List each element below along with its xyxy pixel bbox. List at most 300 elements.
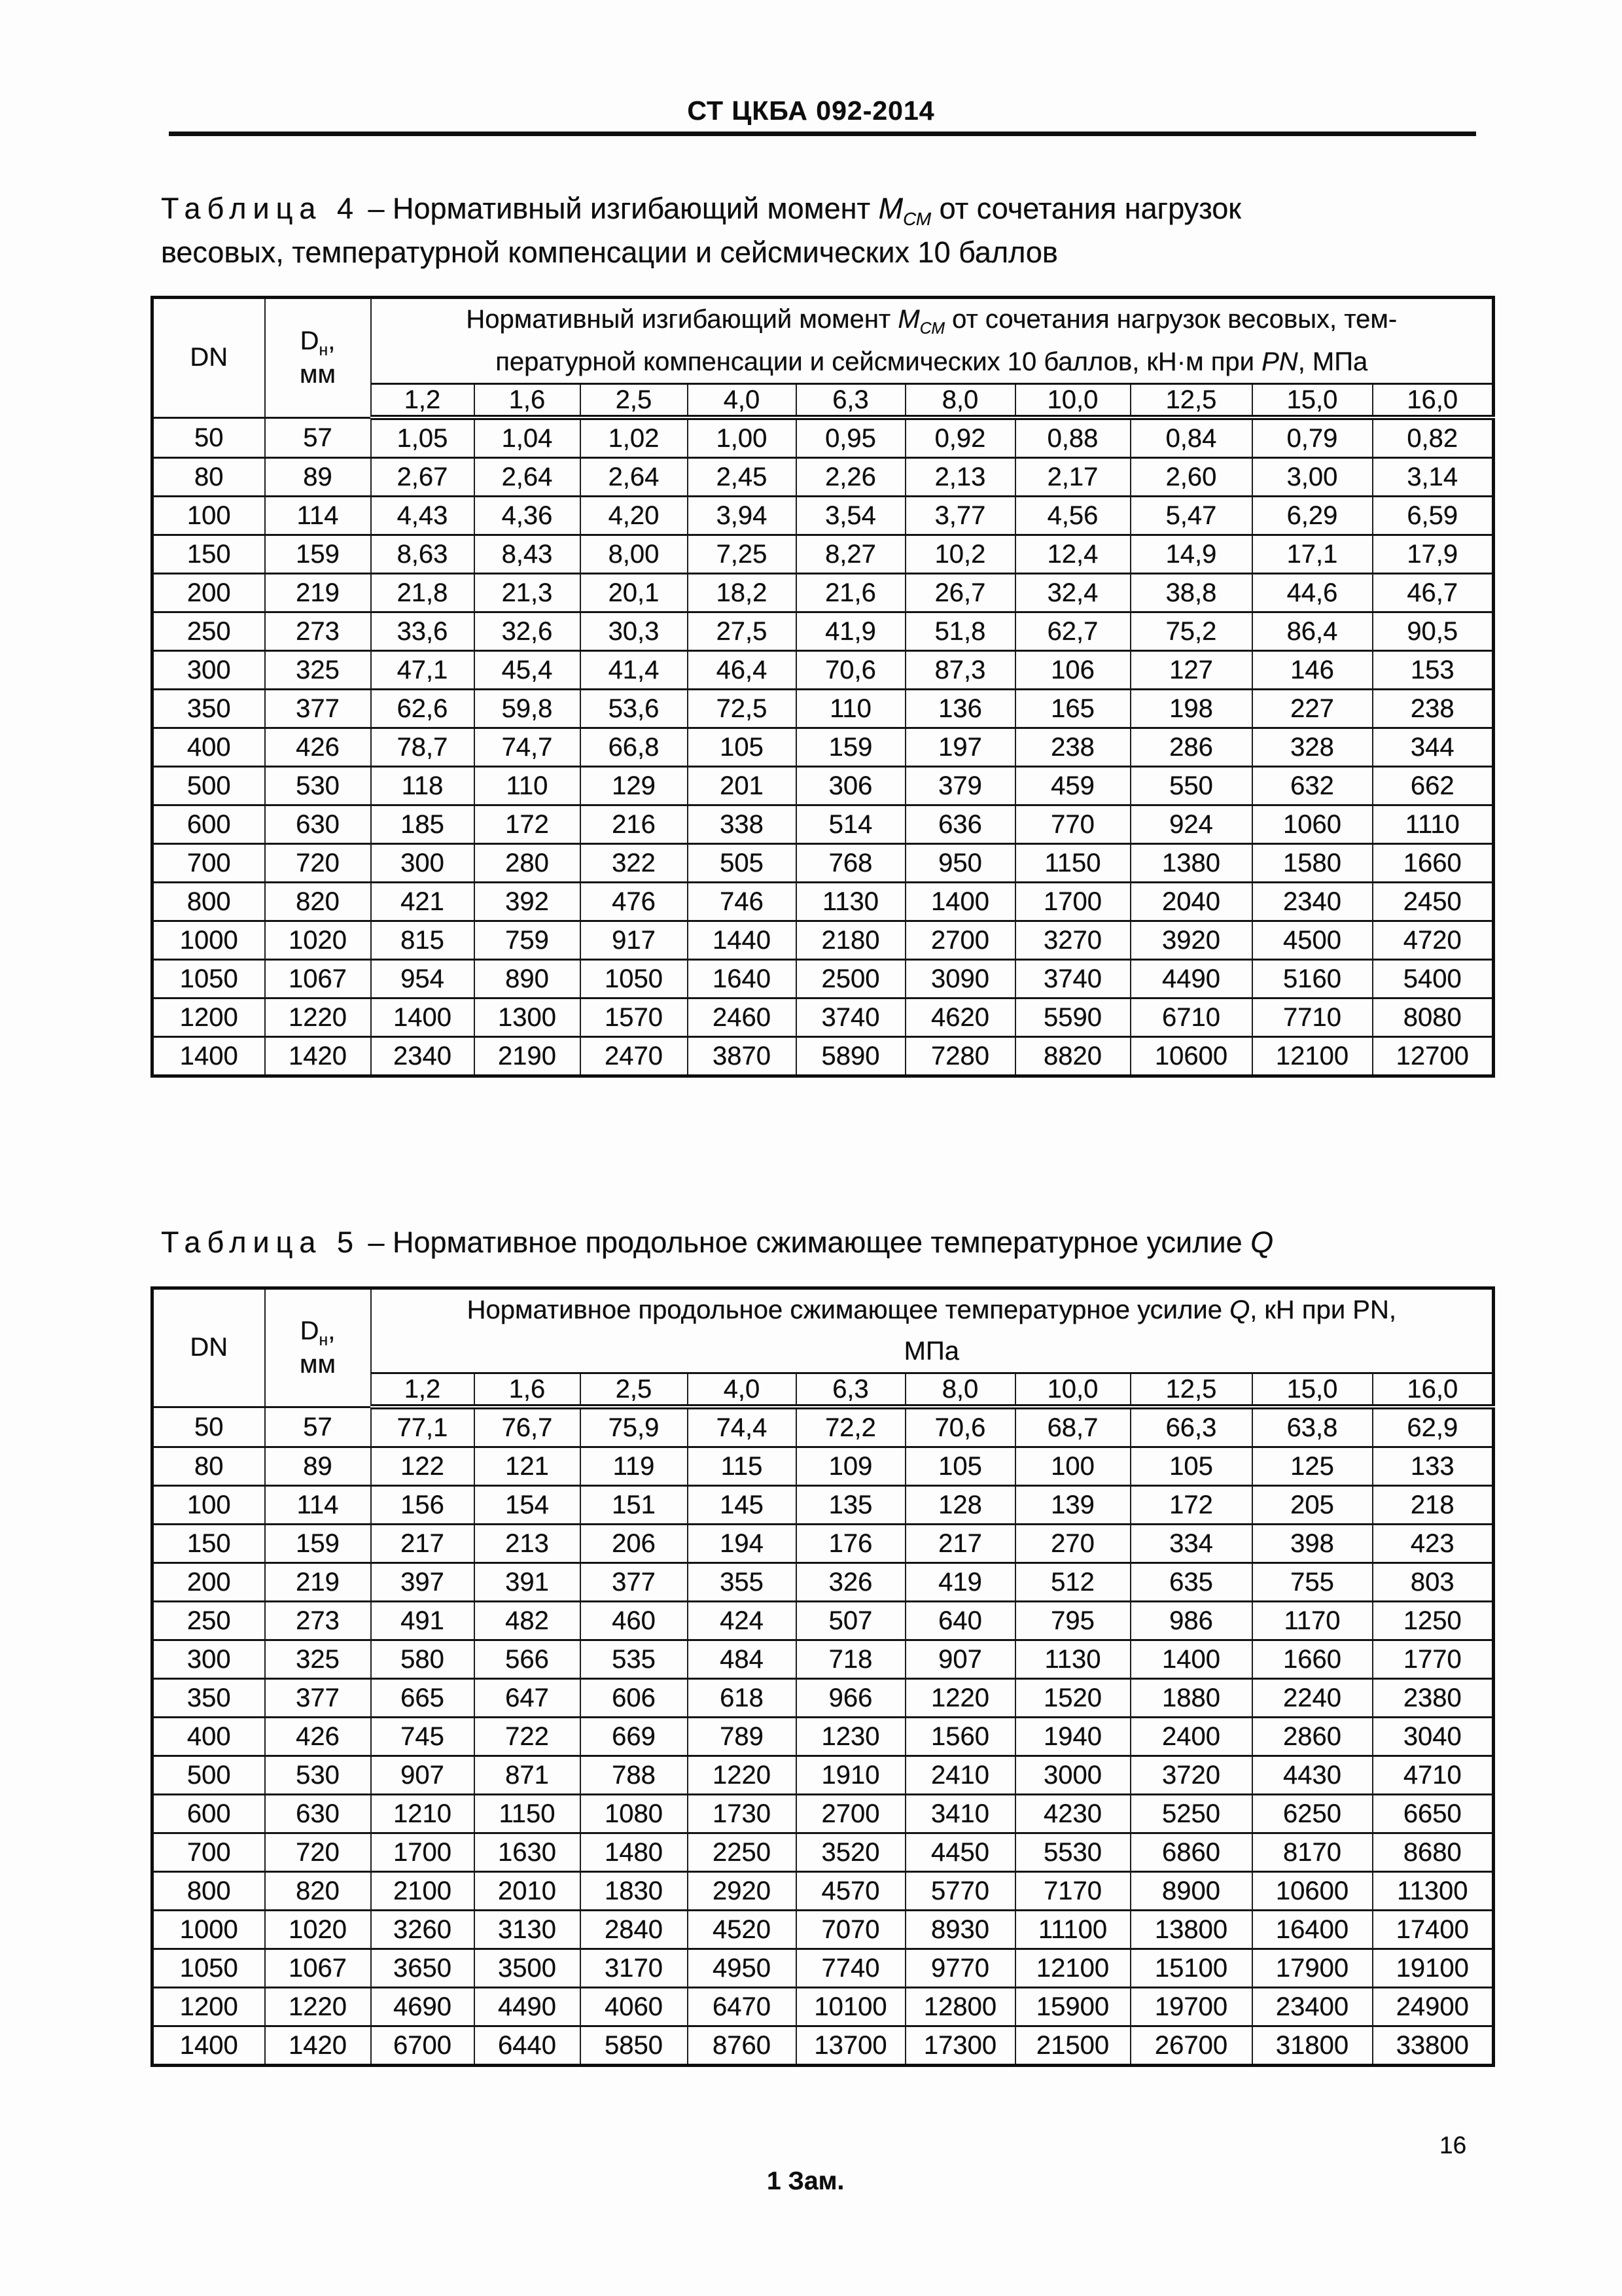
table-row	[152, 1988, 1494, 2026]
dn-cell: 200	[152, 574, 265, 612]
dn-cell: 150	[152, 535, 265, 574]
table4-title-label: Таблица 4	[161, 192, 360, 225]
outer-diameter-cell: 159	[265, 535, 371, 574]
value-cell: 151	[580, 1486, 688, 1525]
table-row	[152, 767, 1494, 805]
value-cell: 391	[474, 1563, 580, 1602]
value-cell: 1830	[580, 1872, 688, 1911]
value-cell: 1560	[906, 1718, 1015, 1756]
value-cell: 1210	[371, 1795, 474, 1833]
value-cell: 21,6	[796, 574, 906, 612]
value-cell: 768	[796, 844, 906, 883]
table-row	[152, 1486, 1494, 1525]
value-cell: 185	[371, 805, 474, 844]
table5-span-header: Нормативное продольное сжимающее температурное усилие Q, кН при PN, МПа	[371, 1288, 1494, 1373]
outer-diameter-cell: 114	[265, 497, 371, 535]
value-cell: 2700	[796, 1795, 906, 1833]
value-cell: 789	[688, 1718, 796, 1756]
outer-diameter-cell: 57	[265, 1407, 371, 1447]
value-cell: 19100	[1373, 1949, 1494, 1988]
dn-cell: 250	[152, 1602, 265, 1640]
dn-cell: 350	[152, 690, 265, 728]
value-cell: 788	[580, 1756, 688, 1795]
force-symbol: Q	[1250, 1226, 1274, 1259]
value-cell: 6440	[474, 2026, 580, 2066]
value-cell: 4490	[1131, 960, 1252, 998]
value-cell: 10,2	[906, 535, 1015, 574]
value-cell: 3090	[906, 960, 1015, 998]
value-cell: 86,4	[1252, 612, 1373, 651]
value-cell: 218	[1373, 1486, 1494, 1525]
value-cell: 755	[1252, 1563, 1373, 1602]
pn-value-cell: 6,3	[796, 1373, 906, 1407]
pn-value-cell: 12,5	[1131, 384, 1252, 418]
value-cell: 1170	[1252, 1602, 1373, 1640]
value-cell: 66,8	[580, 728, 688, 767]
pn-value-cell: 12,5	[1131, 1373, 1252, 1407]
outer-diameter-cell: 630	[265, 805, 371, 844]
outer-diameter-unit: мм	[300, 359, 336, 389]
pn-value-cell: 16,0	[1373, 384, 1494, 418]
value-cell: 47,1	[371, 651, 474, 690]
value-cell: 3270	[1015, 921, 1131, 960]
value-cell: 205	[1252, 1486, 1373, 1525]
value-cell: 32,4	[1015, 574, 1131, 612]
value-cell: 2700	[906, 921, 1015, 960]
value-cell: 1640	[688, 960, 796, 998]
value-cell: 950	[906, 844, 1015, 883]
value-cell: 139	[1015, 1486, 1131, 1525]
revision-note: 1 Зам.	[767, 2167, 845, 2195]
value-cell: 966	[796, 1679, 906, 1718]
value-cell: 2460	[688, 998, 796, 1037]
value-cell: 1,04	[474, 417, 580, 458]
outer-diameter-cell: 1020	[265, 921, 371, 960]
value-cell: 122	[371, 1447, 474, 1486]
value-cell: 1,05	[371, 417, 474, 458]
value-cell: 1730	[688, 1795, 796, 1833]
value-cell: 4720	[1373, 921, 1494, 960]
value-cell: 4230	[1015, 1795, 1131, 1833]
value-cell: 0,92	[906, 417, 1015, 458]
value-cell: 507	[796, 1602, 906, 1640]
value-cell: 17900	[1252, 1949, 1373, 1988]
value-cell: 1520	[1015, 1679, 1131, 1718]
value-cell: 669	[580, 1718, 688, 1756]
value-cell: 3,00	[1252, 458, 1373, 497]
outer-diameter-cell: 1220	[265, 1988, 371, 2026]
value-cell: 75,2	[1131, 612, 1252, 651]
pn-value-cell: 10,0	[1015, 384, 1131, 418]
value-cell: 1150	[474, 1795, 580, 1833]
table-row	[152, 960, 1494, 998]
value-cell: 26,7	[906, 574, 1015, 612]
value-cell: 3260	[371, 1911, 474, 1949]
outer-diameter-cell: 1420	[265, 2026, 371, 2066]
value-cell: 8900	[1131, 1872, 1252, 1911]
value-cell: 110	[474, 767, 580, 805]
value-cell: 5530	[1015, 1833, 1131, 1872]
outer-diameter-cell: 377	[265, 1679, 371, 1718]
table4-body	[152, 417, 1494, 1076]
value-cell: 0,82	[1373, 417, 1494, 458]
value-cell: 907	[906, 1640, 1015, 1679]
value-cell: 194	[688, 1525, 796, 1563]
value-cell: 12700	[1373, 1037, 1494, 1076]
value-cell: 377	[580, 1563, 688, 1602]
value-cell: 1060	[1252, 805, 1373, 844]
value-cell: 8,43	[474, 535, 580, 574]
value-cell: 1220	[906, 1679, 1015, 1718]
value-cell: 12100	[1252, 1037, 1373, 1076]
value-cell: 482	[474, 1602, 580, 1640]
value-cell: 30,3	[580, 612, 688, 651]
table5-header-row	[152, 1288, 1494, 1373]
value-cell: 33,6	[371, 612, 474, 651]
value-cell: 7280	[906, 1037, 1015, 1076]
value-cell: 2100	[371, 1872, 474, 1911]
pn-value-cell: 8,0	[906, 384, 1015, 418]
value-cell: 334	[1131, 1525, 1252, 1563]
table-row	[152, 574, 1494, 612]
value-cell: 745	[371, 1718, 474, 1756]
dn-cell: 50	[152, 1407, 265, 1447]
value-cell: 1110	[1373, 805, 1494, 844]
value-cell: 62,9	[1373, 1407, 1494, 1447]
outer-diameter-cell: 377	[265, 690, 371, 728]
value-cell: 146	[1252, 651, 1373, 690]
value-cell: 907	[371, 1756, 474, 1795]
value-cell: 640	[906, 1602, 1015, 1640]
value-cell: 1630	[474, 1833, 580, 1872]
value-cell: 19700	[1131, 1988, 1252, 2026]
value-cell: 5770	[906, 1872, 1015, 1911]
value-cell: 227	[1252, 690, 1373, 728]
value-cell: 322	[580, 844, 688, 883]
value-cell: 2180	[796, 921, 906, 960]
dn-cell: 1200	[152, 998, 265, 1037]
table4	[150, 296, 1495, 1078]
table-row	[152, 417, 1494, 458]
value-cell: 647	[474, 1679, 580, 1718]
value-cell: 217	[371, 1525, 474, 1563]
value-cell: 1880	[1131, 1679, 1252, 1718]
document-header	[0, 96, 1622, 126]
outer-diameter-cell: 426	[265, 728, 371, 767]
table5-title-dash: –	[359, 1226, 393, 1259]
value-cell: 5590	[1015, 998, 1131, 1037]
dn-cell: 700	[152, 1833, 265, 1872]
value-cell: 31800	[1252, 2026, 1373, 2066]
value-cell: 421	[371, 883, 474, 921]
value-cell: 2,64	[474, 458, 580, 497]
table-row	[152, 998, 1494, 1037]
outer-diameter-cell: 1067	[265, 960, 371, 998]
pn-value-cell: 1,6	[474, 1373, 580, 1407]
value-cell: 109	[796, 1447, 906, 1486]
dn-cell: 200	[152, 1563, 265, 1602]
value-cell: 17,1	[1252, 535, 1373, 574]
value-cell: 3000	[1015, 1756, 1131, 1795]
table-row	[152, 921, 1494, 960]
value-cell: 3170	[580, 1949, 688, 1988]
value-cell: 300	[371, 844, 474, 883]
table-row	[152, 2026, 1494, 2066]
value-cell: 8,27	[796, 535, 906, 574]
value-cell: 18,2	[688, 574, 796, 612]
outer-diameter-cell: 219	[265, 1563, 371, 1602]
value-cell: 145	[688, 1486, 796, 1525]
value-cell: 10600	[1131, 1037, 1252, 1076]
value-cell: 6,29	[1252, 497, 1373, 535]
table4-title-text-end: от сочетания нагрузок	[931, 192, 1241, 225]
outer-diameter-cell: 325	[265, 1640, 371, 1679]
value-cell: 1400	[1131, 1640, 1252, 1679]
value-cell: 46,4	[688, 651, 796, 690]
value-cell: 33800	[1373, 2026, 1494, 2066]
value-cell: 7710	[1252, 998, 1373, 1037]
value-cell: 7740	[796, 1949, 906, 1988]
value-cell: 580	[371, 1640, 474, 1679]
value-cell: 1910	[796, 1756, 906, 1795]
value-cell: 759	[474, 921, 580, 960]
value-cell: 491	[371, 1602, 474, 1640]
value-cell: 4,20	[580, 497, 688, 535]
table-row	[152, 535, 1494, 574]
value-cell: 17400	[1373, 1911, 1494, 1949]
value-cell: 662	[1373, 767, 1494, 805]
value-cell: 128	[906, 1486, 1015, 1525]
dn-cell: 250	[152, 612, 265, 651]
standard-number: СТ ЦКБА 092-2014	[687, 96, 935, 126]
value-cell: 3,94	[688, 497, 796, 535]
value-cell: 105	[906, 1447, 1015, 1486]
table-row	[152, 1679, 1494, 1718]
value-cell: 8080	[1373, 998, 1494, 1037]
value-cell: 550	[1131, 767, 1252, 805]
value-cell: 12800	[906, 1988, 1015, 2026]
value-cell: 379	[906, 767, 1015, 805]
value-cell: 419	[906, 1563, 1015, 1602]
value-cell: 68,7	[1015, 1407, 1131, 1447]
value-cell: 392	[474, 883, 580, 921]
value-cell: 6,59	[1373, 497, 1494, 535]
value-cell: 2380	[1373, 1679, 1494, 1718]
table-row	[152, 728, 1494, 767]
dn-cell: 1400	[152, 1037, 265, 1076]
value-cell: 280	[474, 844, 580, 883]
value-cell: 45,4	[474, 651, 580, 690]
dn-cell: 1200	[152, 1988, 265, 2026]
value-cell: 90,5	[1373, 612, 1494, 651]
value-cell: 72,2	[796, 1407, 906, 1447]
value-cell: 665	[371, 1679, 474, 1718]
value-cell: 8820	[1015, 1037, 1131, 1076]
value-cell: 4950	[688, 1949, 796, 1988]
value-cell: 14,9	[1131, 535, 1252, 574]
value-cell: 125	[1252, 1447, 1373, 1486]
value-cell: 11300	[1373, 1872, 1494, 1911]
value-cell: 2500	[796, 960, 906, 998]
value-cell: 2920	[688, 1872, 796, 1911]
value-cell: 7070	[796, 1911, 906, 1949]
dn-cell: 1050	[152, 960, 265, 998]
value-cell: 32,6	[474, 612, 580, 651]
value-cell: 172	[474, 805, 580, 844]
value-cell: 1660	[1373, 844, 1494, 883]
value-cell: 3740	[796, 998, 906, 1037]
value-cell: 871	[474, 1756, 580, 1795]
value-cell: 44,6	[1252, 574, 1373, 612]
value-cell: 803	[1373, 1563, 1494, 1602]
outer-diameter-cell: 114	[265, 1486, 371, 1525]
value-cell: 100	[1015, 1447, 1131, 1486]
value-cell: 135	[796, 1486, 906, 1525]
value-cell: 1150	[1015, 844, 1131, 883]
outer-diameter-cell: 530	[265, 1756, 371, 1795]
value-cell: 75,9	[580, 1407, 688, 1447]
value-cell: 4500	[1252, 921, 1373, 960]
pn-value-cell: 1,2	[371, 1373, 474, 1407]
table-row	[152, 1872, 1494, 1911]
value-cell: 954	[371, 960, 474, 998]
outer-diameter-cell: 1020	[265, 1911, 371, 1949]
value-cell: 70,6	[906, 1407, 1015, 1447]
value-cell: 3500	[474, 1949, 580, 1988]
value-cell: 4450	[906, 1833, 1015, 1872]
value-cell: 5850	[580, 2026, 688, 2066]
table5-title-label: Таблица 5	[161, 1226, 360, 1259]
value-cell: 917	[580, 921, 688, 960]
outer-diameter-cell: 219	[265, 574, 371, 612]
value-cell: 2860	[1252, 1718, 1373, 1756]
pn-value-cell: 2,5	[580, 1373, 688, 1407]
value-cell: 87,3	[906, 651, 1015, 690]
value-cell: 106	[1015, 651, 1131, 690]
outer-diameter-cell: 1220	[265, 998, 371, 1037]
value-cell: 12,4	[1015, 535, 1131, 574]
pn-value-cell: 2,5	[580, 384, 688, 418]
value-cell: 13800	[1131, 1911, 1252, 1949]
moment-symbol: $М_{СМ}$	[878, 192, 932, 229]
outer-diameter-cell: 820	[265, 883, 371, 921]
outer-diameter-cell: 720	[265, 1833, 371, 1872]
value-cell: 115	[688, 1447, 796, 1486]
value-cell: 8170	[1252, 1833, 1373, 1872]
value-cell: 770	[1015, 805, 1131, 844]
value-cell: 4430	[1252, 1756, 1373, 1795]
value-cell: 3,77	[906, 497, 1015, 535]
value-cell: 0,88	[1015, 417, 1131, 458]
value-cell: 1,00	[688, 417, 796, 458]
value-cell: 1230	[796, 1718, 906, 1756]
dn-cell: 400	[152, 1718, 265, 1756]
value-cell: 1080	[580, 1795, 688, 1833]
value-cell: 2,64	[580, 458, 688, 497]
table-row	[152, 1911, 1494, 1949]
value-cell: 3870	[688, 1037, 796, 1076]
value-cell: 3,54	[796, 497, 906, 535]
value-cell: 76,7	[474, 1407, 580, 1447]
force-symbol: Q	[1229, 1296, 1250, 1324]
dn-column-header: DN	[152, 1288, 265, 1407]
value-cell: 41,9	[796, 612, 906, 651]
outer-diameter-cell: 1067	[265, 1949, 371, 1988]
value-cell: 1570	[580, 998, 688, 1037]
value-cell: 5160	[1252, 960, 1373, 998]
value-cell: 206	[580, 1525, 688, 1563]
value-cell: 17300	[906, 2026, 1015, 2066]
value-cell: 718	[796, 1640, 906, 1679]
value-cell: 5400	[1373, 960, 1494, 998]
value-cell: 133	[1373, 1447, 1494, 1486]
value-cell: 2010	[474, 1872, 580, 1911]
value-cell: 4,36	[474, 497, 580, 535]
table-row	[152, 1602, 1494, 1640]
value-cell: 216	[580, 805, 688, 844]
table-row	[152, 612, 1494, 651]
value-cell: 8680	[1373, 1833, 1494, 1872]
value-cell: 238	[1373, 690, 1494, 728]
table5-title-text: Нормативное продольное сжимающее температурное усилие	[393, 1226, 1251, 1259]
value-cell: 3920	[1131, 921, 1252, 960]
table-row	[152, 1447, 1494, 1486]
value-cell: 460	[580, 1602, 688, 1640]
value-cell: 15100	[1131, 1949, 1252, 1988]
value-cell: 4620	[906, 998, 1015, 1037]
value-cell: 2250	[688, 1833, 796, 1872]
dn-cell: 400	[152, 728, 265, 767]
value-cell: 23400	[1252, 1988, 1373, 2026]
value-cell: 1440	[688, 921, 796, 960]
table-row	[152, 1756, 1494, 1795]
pn-value-cell: 15,0	[1252, 1373, 1373, 1407]
value-cell: 795	[1015, 1602, 1131, 1640]
value-cell: 484	[688, 1640, 796, 1679]
value-cell: 13700	[796, 2026, 906, 2066]
dn-cell: 1400	[152, 2026, 265, 2066]
dn-cell: 500	[152, 1756, 265, 1795]
value-cell: 62,6	[371, 690, 474, 728]
value-cell: 154	[474, 1486, 580, 1525]
dn-cell: 350	[152, 1679, 265, 1718]
value-cell: 8930	[906, 1911, 1015, 1949]
table-row	[152, 1833, 1494, 1872]
pn-value-cell: 8,0	[906, 1373, 1015, 1407]
value-cell: 746	[688, 883, 796, 921]
value-cell: 5250	[1131, 1795, 1252, 1833]
value-cell: 4690	[371, 1988, 474, 2026]
value-cell: 2840	[580, 1911, 688, 1949]
value-cell: 535	[580, 1640, 688, 1679]
table-row	[152, 690, 1494, 728]
value-cell: 514	[796, 805, 906, 844]
value-cell: 217	[906, 1525, 1015, 1563]
value-cell: 1700	[1015, 883, 1131, 921]
value-cell: 53,6	[580, 690, 688, 728]
value-cell: 2400	[1131, 1718, 1252, 1756]
dn-cell: 600	[152, 1795, 265, 1833]
page-number: 16	[1439, 2132, 1467, 2159]
value-cell: 5890	[796, 1037, 906, 1076]
outer-diameter-column-header	[265, 298, 371, 418]
table5	[150, 1286, 1495, 2067]
outer-diameter-cell: 820	[265, 1872, 371, 1911]
outer-diameter-symbol: $D_н$,	[300, 1316, 336, 1349]
value-cell: 328	[1252, 728, 1373, 767]
value-cell: 1220	[688, 1756, 796, 1795]
value-cell: 2040	[1131, 883, 1252, 921]
